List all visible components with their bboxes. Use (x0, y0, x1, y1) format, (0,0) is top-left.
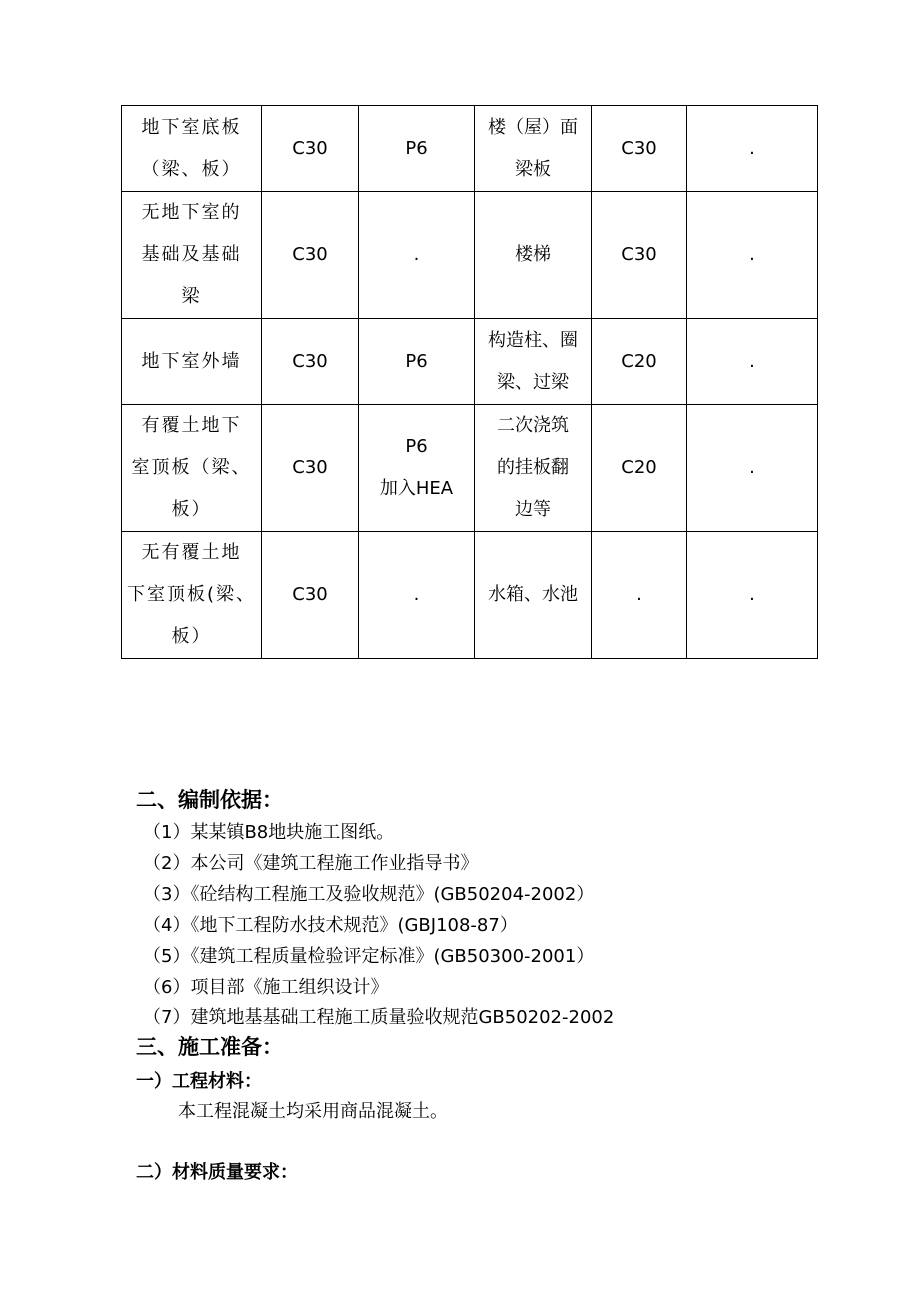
section-heading-preparation: 三、施工准备： (136, 1035, 283, 1059)
cell-part2 (475, 532, 592, 659)
basis-item: （3）《砼结构工程施工及验收规范》(GB50204-2002） (143, 884, 595, 905)
cell-line: 二次浇筑 (497, 415, 569, 436)
cell-part (122, 106, 262, 192)
cell-part2 (475, 319, 592, 405)
cell-grade2: C30 (592, 192, 687, 319)
cell-grade: C30 (262, 192, 359, 319)
cell-line: . (413, 584, 420, 605)
cell-line: P6 (405, 137, 428, 159)
basis-item: （4）《地下工程防水技术规范》(GBJ108-87） (143, 915, 518, 936)
cell-part (122, 532, 262, 659)
cell-line: 梁板 (515, 158, 551, 180)
table-row (122, 405, 818, 532)
cell-grade2: C20 (592, 319, 687, 405)
cell-line: P6 (405, 436, 428, 457)
cell-impermeability (359, 405, 475, 532)
cell-extra: . (687, 192, 818, 319)
table-row (122, 319, 818, 405)
cell-grade2: C20 (592, 405, 687, 532)
cell-line: P6 (405, 350, 428, 372)
cell-grade: C30 (262, 106, 359, 192)
cell-line: 无有覆土地 (141, 542, 242, 563)
table-row (122, 106, 818, 192)
basis-item: （1）某某镇B8地块施工图纸。 (143, 822, 395, 843)
cell-line: 楼（屋）面 (488, 116, 578, 138)
cell-line: 梁、过梁 (497, 371, 569, 393)
cell-grade: C30 (262, 319, 359, 405)
cell-grade2: C30 (592, 106, 687, 192)
cell-line: 下室顶板(梁、 (126, 584, 257, 605)
cell-grade2: . (592, 532, 687, 659)
cell-impermeability (359, 106, 475, 192)
cell-line: . (413, 244, 420, 265)
subheading-quality-requirements: 二）材料质量要求： (136, 1162, 298, 1183)
cell-line: 地下室底板 (141, 116, 242, 138)
cell-line: （梁、板） (141, 158, 242, 180)
cell-line: 基础及基础 (141, 244, 242, 265)
materials-text: 本工程混凝土均采用商品混凝土。 (178, 1101, 448, 1122)
basis-item: （2）本公司《建筑工程施工作业指导书》 (143, 853, 479, 874)
cell-extra: . (687, 405, 818, 532)
cell-part2 (475, 405, 592, 532)
cell-part2 (475, 106, 592, 192)
cell-grade: C30 (262, 405, 359, 532)
cell-line: 地下室外墙 (141, 350, 242, 372)
cell-line: 有覆土地下 (141, 415, 242, 436)
basis-item: （7）建筑地基基础工程施工质量验收规范GB50202-2002 (143, 1007, 615, 1028)
concrete-spec-table (121, 105, 818, 659)
cell-part2 (475, 192, 592, 319)
cell-grade: C30 (262, 532, 359, 659)
cell-impermeability (359, 319, 475, 405)
cell-line: 楼梯 (515, 244, 551, 265)
cell-line: 板） (171, 626, 212, 647)
section-heading-basis: 二、编制依据： (136, 788, 283, 812)
basis-item: （5）《建筑工程质量检验评定标准》(GB50300-2001） (143, 946, 595, 967)
subheading-materials: 一）工程材料： (136, 1071, 262, 1092)
table-row (122, 192, 818, 319)
cell-extra: . (687, 319, 818, 405)
cell-part (122, 319, 262, 405)
cell-line: 的挂板翻 (497, 457, 569, 478)
cell-line: 加入HEA (379, 478, 454, 499)
basis-item: （6）项目部《施工组织设计》 (143, 977, 389, 998)
cell-part (122, 405, 262, 532)
cell-line: 无地下室的 (141, 202, 242, 223)
table-row (122, 532, 818, 659)
cell-impermeability (359, 192, 475, 319)
cell-line: 边等 (515, 499, 551, 520)
cell-extra: . (687, 106, 818, 192)
cell-line: 室顶板（梁、 (131, 457, 252, 478)
cell-part (122, 192, 262, 319)
cell-line: 梁 (181, 286, 202, 307)
cell-line: 水箱、水池 (488, 584, 578, 605)
cell-line: 构造柱、圈 (488, 329, 578, 351)
cell-line: 板） (171, 499, 212, 520)
cell-extra: . (687, 532, 818, 659)
cell-impermeability (359, 532, 475, 659)
